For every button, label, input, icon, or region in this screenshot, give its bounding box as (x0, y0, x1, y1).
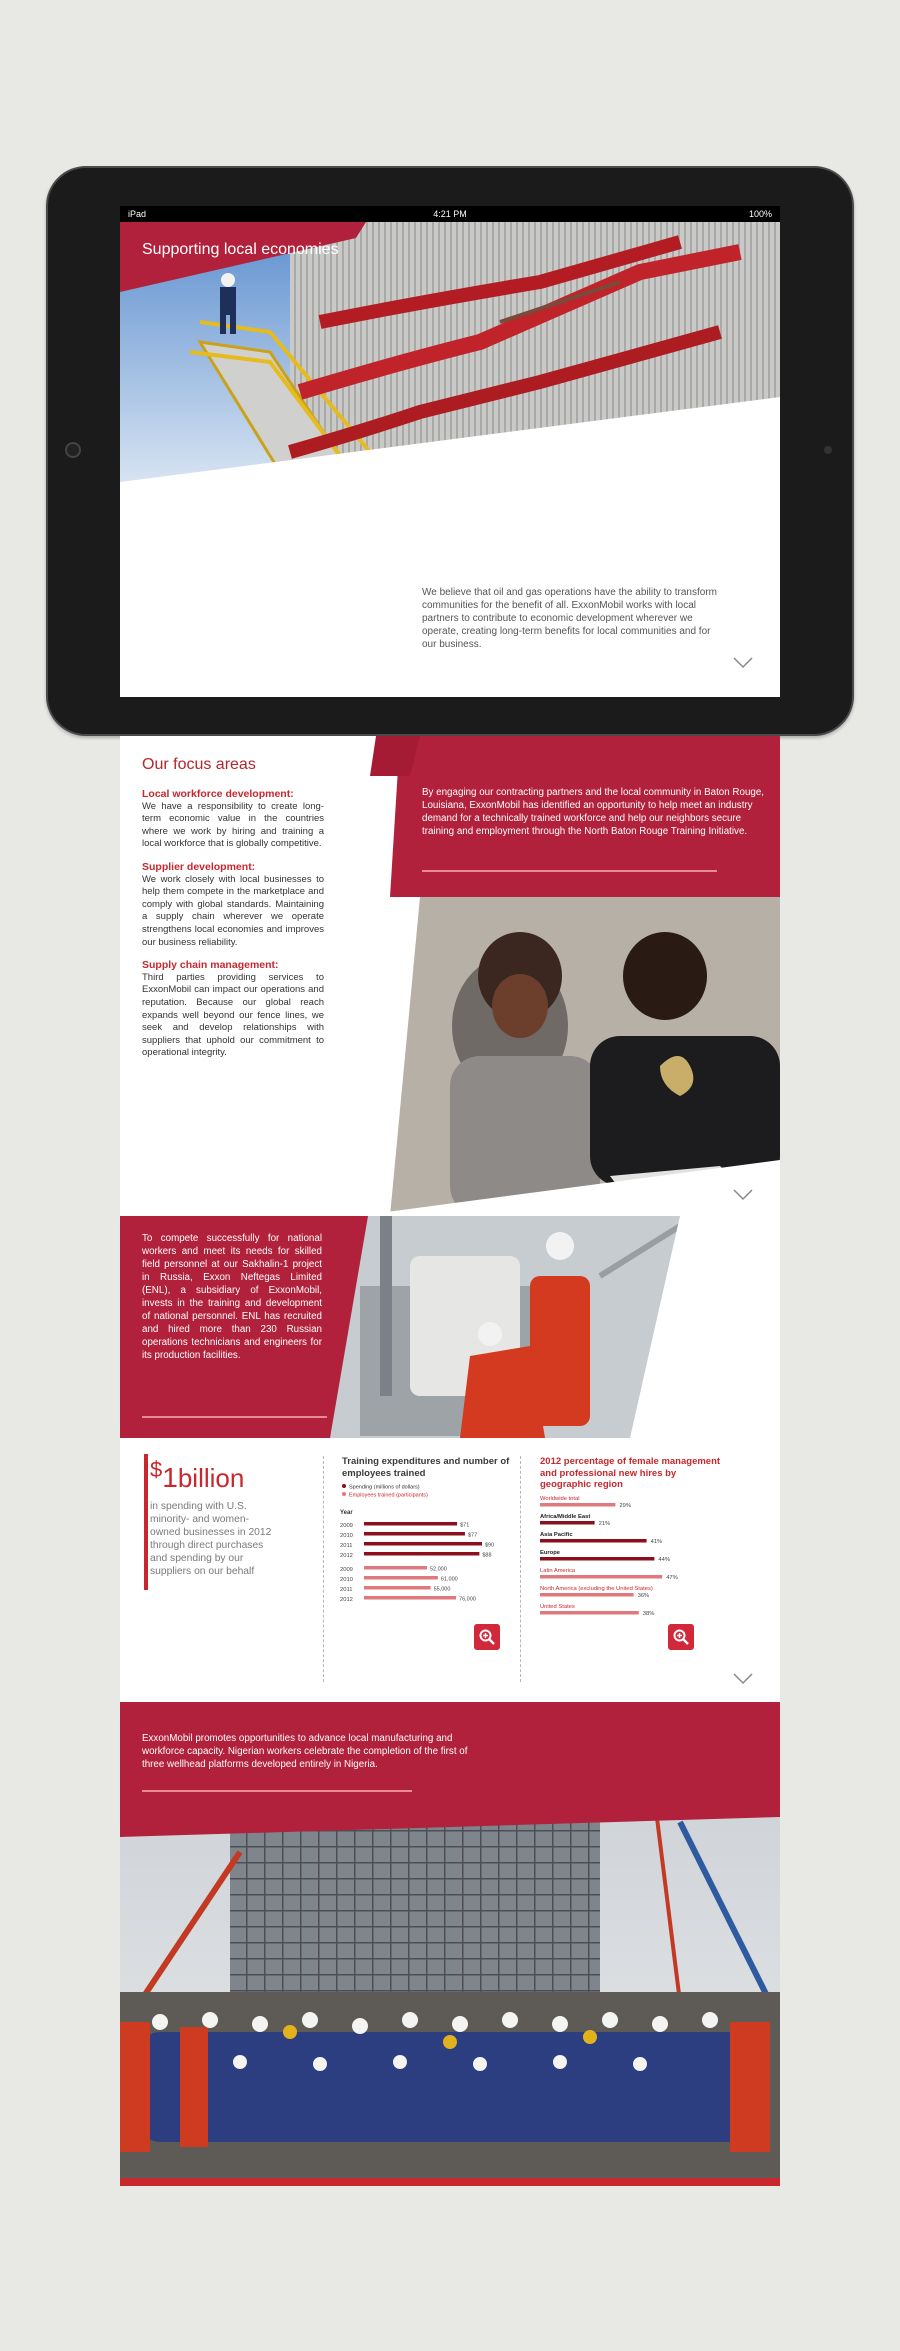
stat-unit: billion (177, 1463, 245, 1493)
focus-heading-workforce: Local workforce development: (142, 788, 294, 800)
chevron-down-icon[interactable] (732, 656, 754, 670)
value-label: 55,000 (433, 1586, 451, 1593)
value-label: $77 (467, 1532, 478, 1539)
bar (540, 1539, 647, 1543)
bar (364, 1596, 456, 1600)
focus-columns (142, 788, 324, 1060)
divider (142, 1416, 327, 1418)
legend-marker (342, 1484, 346, 1488)
focus-heading-supplier: Supplier development: (142, 860, 256, 873)
clock: 4:21 PM (433, 209, 467, 219)
region-label: United States (540, 1604, 575, 1610)
region-label: Africa/Middle East (540, 1514, 591, 1520)
nigeria-photo (120, 1702, 780, 2186)
female-hires-chart (538, 1494, 738, 1628)
camera (824, 446, 832, 454)
zoom-button-female-hires[interactable] (668, 1624, 694, 1650)
russia-text: To compete successfully for national workers and meet its needs for skilled field personnel at our Sakhalin-1 project in Russia, Exxon Neftegas Limited (ENL), a subsidiary of ExxonMobil, invests in the training and development of national personnel. ENL has recruited and hired more than 230 Russian operations technicians and engineers for its production facilities. (142, 1233, 322, 1361)
divider (142, 1790, 412, 1792)
axis-label: Year (340, 1510, 353, 1516)
zoom-button-training[interactable] (474, 1624, 500, 1650)
year-label: 2009 (340, 1523, 353, 1529)
year-label: 2010 (340, 1577, 353, 1583)
stat-currency: $ (150, 1457, 163, 1482)
bar (540, 1593, 634, 1597)
value-label: 29% (619, 1503, 632, 1509)
value-label: 61,000 (440, 1576, 458, 1583)
focus-section (120, 736, 780, 1216)
year-label: 2012 (340, 1597, 353, 1603)
carrier-label: iPad (128, 209, 147, 219)
bar (540, 1503, 615, 1507)
region-label: Worldwide total (540, 1496, 580, 1502)
zoom-icon (478, 1628, 496, 1646)
value-label: 41% (650, 1539, 663, 1545)
battery-label: 100% (748, 209, 772, 219)
value-label: 21% (598, 1521, 611, 1527)
region-label: Europe (540, 1550, 560, 1556)
divider (323, 1456, 324, 1682)
value-label: $88 (482, 1552, 492, 1559)
value-label: 76,000 (459, 1596, 476, 1603)
nigeria-text: ExxonMobil promotes opportunities to advance local manufacturing and workforce capacity. Nigerian workers celebrate the completion of the first of three wellhead platforms developed entirely in Nigeria. (142, 1733, 468, 1770)
region-label: Asia Pacific (540, 1532, 573, 1538)
russia-section (120, 1216, 780, 1438)
home-button[interactable] (65, 442, 81, 458)
value-label: $71 (460, 1522, 470, 1529)
bar (364, 1586, 431, 1590)
stat-number: 1 (162, 1462, 178, 1493)
year-label: 2009 (340, 1567, 353, 1573)
year-label: 2012 (340, 1553, 353, 1559)
bar (540, 1611, 639, 1615)
value-label: $90 (485, 1542, 495, 1549)
divider (520, 1456, 521, 1682)
stat-description: in spending with U.S. minority- and women-owned businesses in 2012 through direct purchases and spending by our suppliers on our behalf (150, 1501, 272, 1577)
baton-rouge-text: By engaging our contracting partners and the local community in Baton Rouge, Louisiana, ExxonMobil has identified an opportunity to help meet an industry demand for a technically trained workforce and help our neighbors secure training and employment through the North Baton Rouge Training Initiative. (422, 787, 765, 837)
screen1-body: We believe that oil and gas operations have the ability to transform communities for the benefit of all. ExxonMobil works with local partners to contribute to economic development wherever we operate, creating long-term benefits for local communities and for our business. (422, 587, 717, 650)
year-label: 2011 (340, 1543, 353, 1549)
bar (364, 1522, 457, 1526)
value-label: 44% (658, 1557, 671, 1563)
bar (364, 1532, 465, 1536)
nigeria-section (120, 1702, 780, 2186)
chevron-down-icon[interactable] (732, 1672, 754, 1686)
bar (364, 1576, 438, 1580)
zoom-icon (672, 1628, 690, 1646)
value-label: 47% (666, 1575, 678, 1581)
focus-title: Our focus areas (142, 756, 256, 773)
focus-text-supplier: We work closely with local businesses to help them compete in the marketplace and comply with global standards. Maintaining a supply chain wherever we operate strengthens local economies and improves our business reliability. (142, 873, 324, 948)
focus-text-supply-chain: Third parties providing services to ExxonMobil can impact our operations and reputation. Because our global reach expands well beyond our fence lines, we seek and develop relationships with suppliers that uphold our commitment to operational integrity. (142, 971, 324, 1059)
focus-heading-supply-chain: Supply chain management: (142, 959, 279, 972)
bar (364, 1552, 479, 1556)
female-hires-chart-title: 2012 percentage of female management and professional new hires by geographic region (540, 1456, 721, 1490)
region-label: North America (excluding the United States) (540, 1586, 653, 1592)
ipad-screen (120, 206, 780, 697)
year-label: 2011 (340, 1587, 353, 1593)
training-chart (340, 1482, 518, 1612)
bar (364, 1542, 482, 1546)
stats-section (120, 1438, 780, 1702)
value-label: 52,000 (429, 1566, 447, 1573)
stat-amount (150, 1454, 272, 1494)
region-label: Latin America (540, 1568, 576, 1574)
chevron-down-icon[interactable] (732, 1188, 754, 1202)
value-label: 36% (637, 1593, 650, 1599)
screen1-title: Supporting local economies (142, 241, 339, 258)
training-chart-title: Training expenditures and number of employees trained (342, 1456, 510, 1479)
year-label: 2010 (340, 1533, 353, 1539)
value-label: 38% (642, 1611, 655, 1617)
bar (540, 1557, 654, 1561)
legend-label: Employees trained (participants) (349, 1492, 428, 1499)
ipad-device (46, 166, 854, 736)
legend-label: Spending (millions of dollars) (349, 1484, 420, 1491)
billion-stat (150, 1454, 272, 1578)
bar (540, 1575, 662, 1579)
focus-text-workforce: We have a responsibility to create long-term economic value in the countries where we work by hiring and training a local workforce that is globally competitive. (142, 800, 324, 850)
legend-marker (342, 1492, 346, 1496)
bar (540, 1521, 595, 1525)
divider (422, 870, 717, 872)
bar (364, 1566, 427, 1570)
stat-accent-bar (144, 1454, 148, 1590)
status-bar (120, 206, 780, 222)
